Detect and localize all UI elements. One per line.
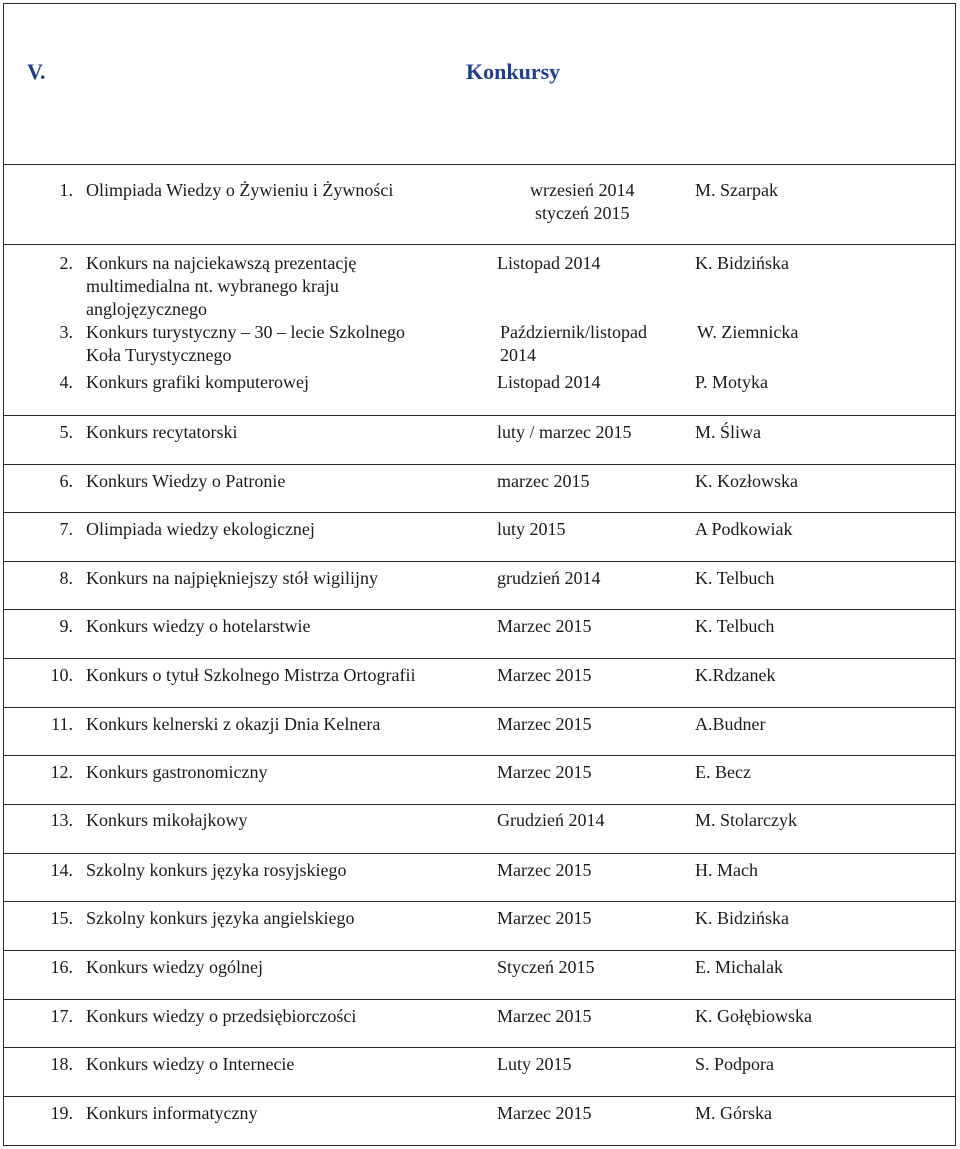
- contest-name: [86, 859, 346, 882]
- contest-date-line: Marzec 2015: [497, 616, 592, 636]
- contest-date-line: marzec 2015: [497, 471, 590, 491]
- table-row: [4, 658, 955, 708]
- contest-date: [497, 371, 601, 394]
- contest-date-line: luty / marzec 2015: [497, 422, 632, 442]
- table-row: [4, 901, 955, 951]
- contest-date-line: 2014: [500, 345, 536, 365]
- organizer-name: K. Bidzińska: [695, 908, 789, 928]
- contest-name-line: Konkurs turystyczny – 30 – lecie Szkolnego: [86, 322, 405, 342]
- contest-date-line: Listopad 2014: [497, 253, 601, 273]
- section-header: [4, 4, 955, 165]
- contest-name-line: Konkurs informatyczny: [86, 1103, 258, 1123]
- contest-date: [497, 615, 591, 638]
- contest-date: [500, 321, 647, 367]
- organizer-name: S. Podpora: [695, 1054, 775, 1074]
- contest-name-line: Konkurs grafiki komputerowej: [86, 372, 309, 392]
- contest-name: [86, 1102, 257, 1125]
- table-row: [4, 707, 955, 756]
- row-number: 9.: [59, 616, 73, 636]
- contest-name-line: Konkurs recytatorski: [86, 422, 238, 442]
- row-number: 17.: [50, 1006, 73, 1026]
- contest-date: [497, 713, 591, 736]
- row-number: 7.: [59, 519, 73, 539]
- contest-name: [86, 713, 380, 736]
- contest-date: [497, 518, 566, 541]
- contest-name: [86, 664, 415, 687]
- table-row: [4, 1047, 955, 1097]
- table-row: [4, 999, 955, 1048]
- contest-date-line: Marzec 2015: [497, 714, 592, 734]
- organizer-name: M. Śliwa: [695, 422, 762, 442]
- contest-name: [86, 179, 393, 202]
- organizer-name: K.Rdzanek: [695, 665, 776, 685]
- contest-date-line: wrzesień 2014: [530, 180, 635, 200]
- contest-date: [497, 421, 631, 444]
- section-title: Konkursy: [466, 59, 561, 84]
- contest-date-line: Luty 2015: [497, 1054, 572, 1074]
- table-row: [4, 561, 955, 610]
- contest-date-line: Listopad 2014: [497, 372, 601, 392]
- table-row: [4, 314, 955, 376]
- contest-date: [497, 252, 601, 275]
- row-number: 8.: [59, 568, 73, 588]
- row-number: 4.: [59, 372, 73, 392]
- row-number: 16.: [50, 957, 73, 977]
- contest-name-line: Olimpiada Wiedzy o Żywieniu i Żywności: [86, 180, 394, 200]
- table-row: [4, 1096, 955, 1146]
- table-row: [4, 755, 955, 805]
- organizer-name: M. Stolarczyk: [695, 810, 797, 830]
- contest-name-line: Konkurs na najciekawszą prezentację: [86, 253, 357, 273]
- contest-name-line: Konkurs gastronomiczny: [86, 762, 268, 782]
- contest-date-line: luty 2015: [497, 519, 566, 539]
- table-row: [4, 609, 955, 659]
- contest-date-line: Grudzień 2014: [497, 810, 605, 830]
- contest-date-line: Marzec 2015: [497, 665, 592, 685]
- contest-name: [86, 809, 248, 832]
- contest-name: [86, 371, 309, 394]
- contest-name-line: anglojęzycznego: [86, 299, 207, 319]
- contest-name: [86, 421, 237, 444]
- contest-name-line: Olimpiada wiedzy ekologicznej: [86, 519, 315, 539]
- contest-name: [86, 907, 354, 930]
- table-row: [4, 512, 955, 562]
- contest-name: [86, 615, 310, 638]
- organizer-name: M. Szarpak: [695, 180, 778, 200]
- contest-name-line: Konkurs Wiedzy o Patronie: [86, 471, 286, 491]
- table-row: [4, 853, 955, 902]
- row-number: 2.: [59, 253, 73, 273]
- organizer-name: K. Gołębiowska: [695, 1006, 812, 1026]
- contest-date: [497, 859, 591, 882]
- contest-name: [86, 761, 267, 784]
- contest-date: [497, 470, 589, 493]
- contest-name: [86, 1005, 356, 1028]
- organizer-name: K. Kozłowska: [695, 471, 798, 491]
- organizer-name: K. Telbuch: [695, 568, 775, 588]
- organizer-name: P. Motyka: [695, 372, 769, 392]
- organizer-name: H. Mach: [695, 860, 758, 880]
- organizer-name: A.Budner: [695, 714, 766, 734]
- contest-date: [497, 956, 594, 979]
- contest-name: [86, 518, 315, 541]
- contest-name-line: Szkolny konkurs języka rosyjskiego: [86, 860, 347, 880]
- organizer-name: K. Bidzińska: [695, 253, 789, 273]
- row-number: 19.: [50, 1103, 73, 1123]
- row-number: 10.: [50, 665, 73, 685]
- contest-date-line: Październik/listopad: [500, 322, 647, 342]
- row-number: 1.: [59, 180, 73, 200]
- contest-name-line: multimedialna nt. wybranego kraju: [86, 276, 339, 296]
- organizer-name: E. Michalak: [695, 957, 783, 977]
- table-row: [4, 164, 955, 245]
- contest-name-line: Konkurs wiedzy o Internecie: [86, 1054, 295, 1074]
- contest-name-line: Konkurs wiedzy ogólnej: [86, 957, 263, 977]
- table-row: [4, 464, 955, 513]
- contest-date: [497, 567, 600, 590]
- contest-name-line: Konkurs wiedzy o przedsiębiorczości: [86, 1006, 357, 1026]
- contest-date-line: styczeń 2015: [534, 203, 630, 223]
- section-number: V.: [27, 59, 46, 84]
- row-number: 12.: [50, 762, 73, 782]
- contest-name-line: Szkolny konkurs języka angielskiego: [86, 908, 355, 928]
- contest-date: [497, 761, 591, 784]
- contest-date-line: Marzec 2015: [497, 860, 592, 880]
- contest-name-line: Koła Turystycznego: [86, 345, 232, 365]
- contest-name: [86, 252, 356, 321]
- contest-date: [497, 1102, 591, 1125]
- organizer-name: W. Ziemnicka: [697, 322, 799, 342]
- contest-name: [86, 470, 285, 493]
- contest-date-line: grudzień 2014: [497, 568, 601, 588]
- row-number: 5.: [59, 422, 73, 442]
- document-frame: [3, 3, 956, 1146]
- organizer-name: K. Telbuch: [695, 616, 775, 636]
- contest-date-line: Marzec 2015: [497, 908, 592, 928]
- row-number: 3.: [59, 322, 73, 342]
- contest-name: [86, 321, 405, 367]
- table-row: [4, 244, 955, 319]
- contest-name-line: Konkurs wiedzy o hotelarstwie: [86, 616, 311, 636]
- organizer-name: A Podkowiak: [695, 519, 793, 539]
- table-row: [4, 804, 955, 854]
- row-number: 13.: [50, 810, 73, 830]
- contest-name-line: Konkurs na najpiękniejszy stół wigilijny: [86, 568, 378, 588]
- contest-date: [497, 1053, 572, 1076]
- organizer-name: M. Górska: [695, 1103, 772, 1123]
- row-number: 11.: [51, 714, 73, 734]
- contest-name-line: Konkurs o tytuł Szkolnego Mistrza Ortografii: [86, 665, 416, 685]
- contest-name: [86, 1053, 294, 1076]
- contest-date: [497, 907, 591, 930]
- contest-date-line: Marzec 2015: [497, 762, 592, 782]
- table-row: [4, 415, 955, 465]
- table-row: [4, 950, 955, 1000]
- contest-name-line: Konkurs mikołajkowy: [86, 810, 248, 830]
- table-row: [4, 372, 955, 415]
- contest-date-line: Marzec 2015: [497, 1006, 592, 1026]
- contest-date-line: Styczeń 2015: [497, 957, 595, 977]
- row-number: 14.: [50, 860, 73, 880]
- row-number: 6.: [59, 471, 73, 491]
- contest-name: [86, 567, 378, 590]
- contest-date-line: Marzec 2015: [497, 1103, 592, 1123]
- row-number: 18.: [50, 1054, 73, 1074]
- row-number: 15.: [50, 908, 73, 928]
- contest-name-line: Konkurs kelnerski z okazji Dnia Kelnera: [86, 714, 381, 734]
- organizer-name: E. Becz: [695, 762, 751, 782]
- contest-date: [497, 664, 591, 687]
- contest-date: [497, 1005, 591, 1028]
- contest-date: [497, 809, 604, 832]
- contest-date: [530, 179, 634, 225]
- contest-name: [86, 956, 263, 979]
